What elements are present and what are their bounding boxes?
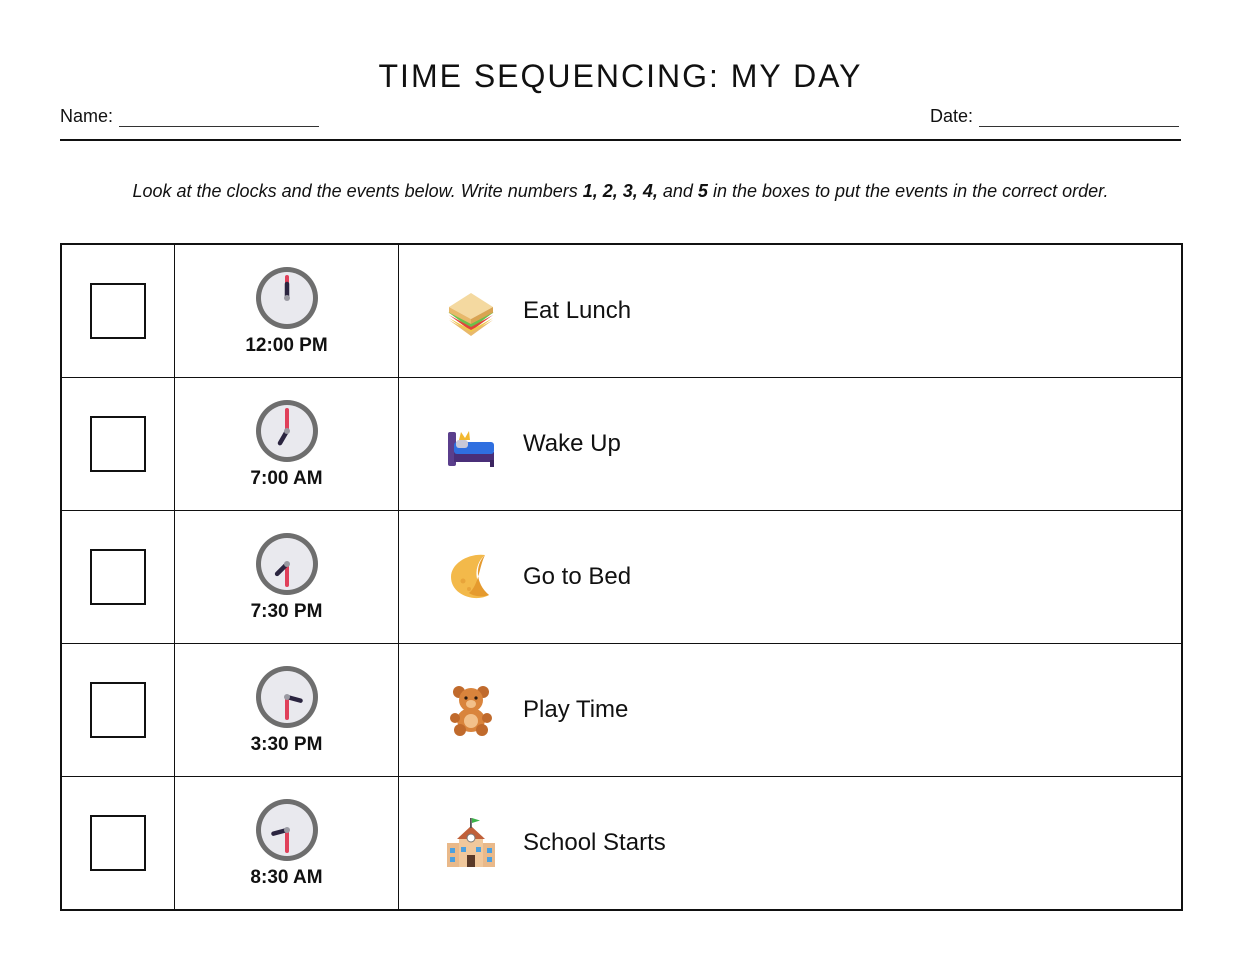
time-label: 7:30 PM	[250, 601, 323, 622]
date-label: Date:	[930, 106, 974, 126]
clock-icon	[254, 664, 320, 730]
answer-box[interactable]	[90, 416, 146, 472]
answer-box[interactable]	[90, 283, 146, 339]
table-row	[61, 244, 1182, 378]
table-row	[61, 777, 1182, 911]
clock-center	[284, 561, 290, 567]
sequence-table	[60, 243, 1183, 911]
name-field	[60, 106, 319, 127]
table-row	[61, 511, 1182, 644]
time-label: 3:30 PM	[250, 734, 323, 755]
crescent-moon-icon	[445, 551, 497, 603]
name-label: Name:	[60, 106, 114, 126]
sandwich-icon	[445, 285, 497, 337]
teddy-bear-icon	[445, 684, 497, 736]
answer-box[interactable]	[90, 815, 146, 871]
date-field	[930, 106, 1179, 127]
answer-box[interactable]	[90, 549, 146, 605]
answer-box[interactable]	[90, 682, 146, 738]
bed-icon	[445, 418, 497, 470]
clock-icon	[254, 265, 320, 331]
name-line[interactable]	[119, 110, 319, 127]
date-line[interactable]	[979, 110, 1179, 127]
time-label: 7:00 AM	[250, 468, 323, 489]
time-label: 8:30 AM	[250, 867, 323, 888]
event-label: Play Time	[523, 696, 629, 723]
table-row	[61, 644, 1182, 777]
event-label: Wake Up	[523, 430, 621, 457]
clock-icon	[254, 398, 320, 464]
instructions: Look at the clocks and the events below. Write numbers 1, 2, 3, 4, and 5 in the boxes to put the events in the correct order.	[132, 181, 1109, 201]
clock-center	[284, 694, 290, 700]
clock-icon	[254, 797, 320, 863]
event-label: Eat Lunch	[523, 297, 632, 324]
table-row	[61, 378, 1182, 511]
event-label: Go to Bed	[523, 563, 632, 590]
event-label: School Starts	[523, 829, 666, 856]
header-divider	[60, 139, 1181, 141]
clock-center	[284, 428, 290, 434]
time-label: 12:00 PM	[245, 335, 328, 356]
school-icon	[445, 817, 497, 869]
clock-center	[284, 827, 290, 833]
clock-icon	[254, 531, 320, 597]
page-title: TIME SEQUENCING: MY DAY	[378, 58, 863, 94]
clock-center	[284, 295, 290, 301]
